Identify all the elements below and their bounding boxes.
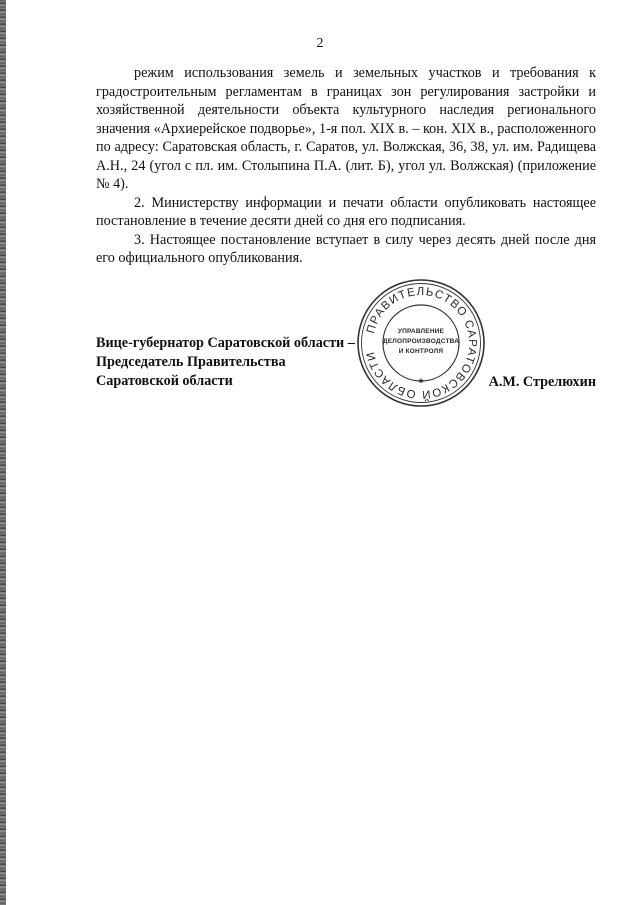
official-stamp (354, 276, 488, 410)
document-body (96, 64, 596, 268)
stamp-star-icon: * (418, 376, 424, 390)
stamp-inner-line-2: ДЕЛОПРОИЗВОДСТВА (382, 338, 460, 345)
paragraph-1: режим использования земель и земельных участков и требования к градостроительным регламентам в границах зон регулирования застройки и хозяйственной деятельности объекта культурного наследия регионального значения «Архиерейское подворье», 1-я пол. XIX в. – кон. XIX в., расположенного по адресу: Саратовская область, г. Саратов, ул. Волжская, 36, 38, ул. им. Радищева А.Н., 24 (угол с пл. им. Столыпина П.А. (лит. Б), угол ул. Волжская) (приложение № 4). (96, 65, 596, 192)
paragraph-2: 2. Министерству информации и печати области опубликовать настоящее постановление в течение десяти дней со дня его подписания. (96, 194, 596, 229)
scan-left-edge (0, 0, 6, 905)
page-number: 2 (316, 36, 324, 51)
stamp-inner-line-1: УПРАВЛЕНИЕ (397, 328, 445, 335)
stamp-inner-line-3: И КОНТРОЛЯ (398, 348, 444, 355)
signatory-name: А.М. Стрелюхин (488, 374, 596, 390)
signature-title-line-3: Саратовской области (96, 373, 233, 389)
paragraph-3: 3. Настоящее постановление вступает в силу через десять дней после дня его официального опубликования. (96, 231, 596, 266)
signature-title-line-1: Вице-губернатор Саратовской области – (96, 335, 355, 351)
signature-title-line-2: Председатель Правительства (96, 354, 286, 370)
stamp-ring-text: ПРАВИТЕЛЬСТВО САРАТОВСКОЙ ОБЛАСТИ (364, 285, 479, 401)
